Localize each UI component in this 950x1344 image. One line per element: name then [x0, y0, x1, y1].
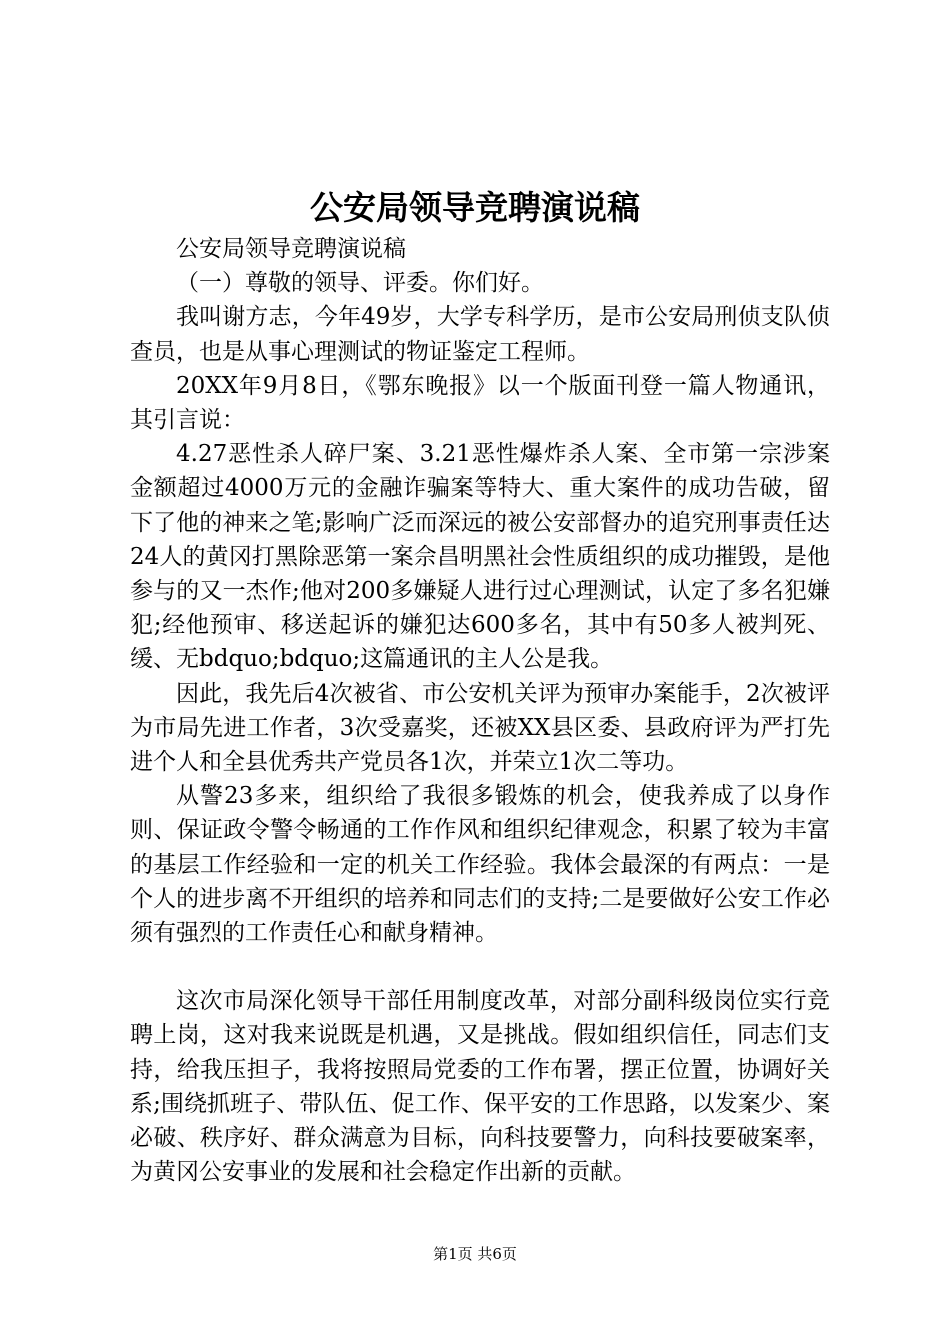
newspaper-paragraph: 20XX年9月8日，《鄂东晚报》以一个版面刊登一篇人物通讯，其引言说： [130, 372, 830, 434]
introduction-paragraph: 我叫谢方志，今年49岁，大学专科学历，是市公安局刑侦支队侦查员，也是从事心理测试的物证鉴定工程师。 [130, 304, 830, 365]
experience-paragraph: 从警23多来，组织给了我很多锻炼的机会，使我养成了以身作则、保证政令警令畅通的工作作风和组织纪律观念，积累了较为丰富的基层工作经验和一定的机关工作经验。我体会最深的有两点：一是个人的进步离不开组织的培养和同志们的支持;二是要做好公安工作必须有强烈的工作责任心和献身精神。 [130, 783, 830, 947]
goals-paragraph: 这次市局深化领导干部任用制度改革，对部分副科级岗位实行竞聘上岗，这对我来说既是机遇，又是挑战。假如组织信任，同志们支持，给我压担子，我将按照局党委的工作布署，摆正位置，协调好关系;围绕抓班子、带队伍、促工作、保平安的工作思路，以发案少、案必破、秩序好、群众满意为目标，向科技要警力，向科技要破案率，为黄冈公安事业的发展和社会稳定作出新的贡献。 [130, 988, 830, 1186]
achievements-paragraph: 4.27恶性杀人碎尸案、3.21恶性爆炸杀人案、全市第一宗涉案金额超过4000万元的金融诈骗案等特大、重大案件的成功告破，留下了他的神来之笔;影响广泛而深远的被公安部督办的追究刑事责任达24人的黄冈打黑除恶第一案佘昌明黑社会性质组织的成功摧毁，是他参与的又一杰作;他对200多嫌疑人进行过心理测试，认定了多名犯嫌犯;经他预审、移送起诉的嫌犯达600多名，其中有50多人被判死、缓、无bdquo;bdquo;这篇通讯的主人公是我。 [130, 441, 830, 673]
page-number: 第1页 共6页 [433, 1245, 517, 1263]
subtitle-paragraph: 公安局领导竞聘演说稿 [176, 236, 406, 262]
document-body [130, 232, 830, 1189]
document-title: 公安局领导竞聘演说稿 [310, 188, 640, 227]
greeting-paragraph: （一）尊敬的领导、评委。你们好。 [176, 270, 544, 297]
honors-paragraph: 因此，我先后4次被省、市公安机关评为预审办案能手，2次被评为市局先进工作者，3次受嘉奖，还被XX县区委、县政府评为严打先进个人和全县优秀共产党员各1次，并荣立1次二等功。 [130, 680, 830, 776]
